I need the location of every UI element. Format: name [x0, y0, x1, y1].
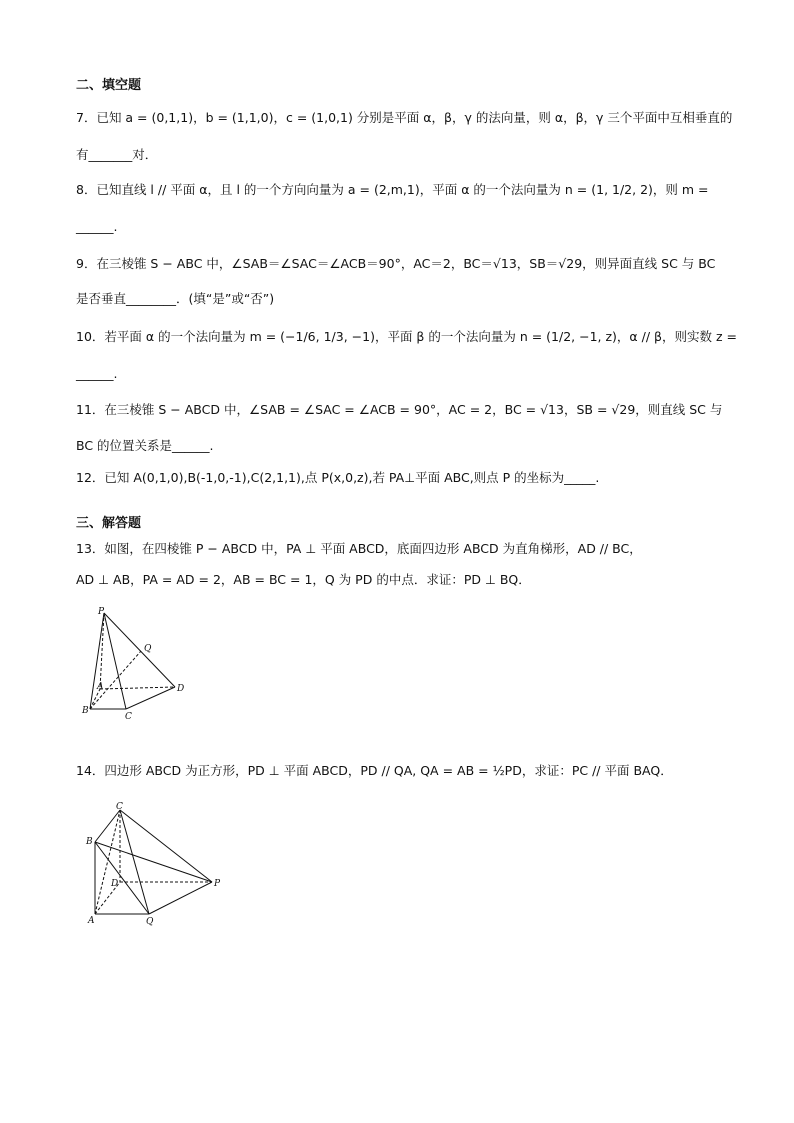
- edge-PD: [104, 613, 175, 687]
- edge-QP: [149, 882, 212, 914]
- label-D: D: [177, 684, 185, 694]
- label-Q: Q: [146, 917, 154, 927]
- question-13-line-1: 13．如图，在四棱锥 P − ABCD 中，PA ⊥ 平面 ABCD，底面四边形 ABCD 为直角梯形，AD // BC，: [76, 541, 642, 556]
- question-7-line-2: 有_______对．: [76, 147, 158, 162]
- label-P: P: [98, 607, 105, 617]
- question-9-line-2: 是否垂直________．(填“是”或“否”): [76, 291, 275, 306]
- question-10-line-2: ______.: [76, 366, 118, 381]
- question-8-line-1: 8．已知直线 l // 平面 α，且 l 的一个方向向量为 a = (2,m,1)，平面 α 的一个法向量为 n = (1, 1/2, 2)，则 m =: [76, 182, 709, 197]
- question-11-line-2: BC 的位置关系是______.: [76, 438, 214, 453]
- label-A: A: [97, 682, 104, 692]
- edge-BQ: [95, 842, 149, 914]
- label-D: D: [111, 879, 119, 889]
- question-13-line-2: AD ⊥ AB，PA = AD = 2，AB = BC = 1，Q 为 PD 的中点．求证：PD ⊥ BQ．: [76, 572, 531, 587]
- label-Q: Q: [144, 644, 152, 654]
- question-7-line-1: 7．已知 a = (0,1,1)，b = (1,1,0)，c = (1,0,1) 分别是平面 α，β，γ 的法向量，则 α，β，γ 三个平面中互相垂直的: [76, 110, 733, 125]
- edge-BP: [95, 842, 212, 882]
- edge-CQ: [120, 810, 149, 914]
- question-12: 12．已知 A(0,1,0),B(-1,0,-1),C(2,1,1),点 P(x,0,z),若 PA⊥平面 ABC,则点 P 的坐标为_____.: [76, 470, 600, 485]
- label-A: A: [88, 916, 95, 926]
- question-10-line-1: 10．若平面 α 的一个法向量为 m = (−1/6, 1/3, −1)，平面 β 的一个法向量为 n = (1/2, −1, z)，α // β，则实数 z =: [76, 329, 738, 344]
- pyramid-figure-q13: [78, 605, 198, 720]
- edge-AD: [100, 687, 175, 689]
- label-C: C: [125, 712, 132, 720]
- question-14: 14．四边形 ABCD 为正方形，PD ⊥ 平面 ABCD，PD // QA, QA = AB = ½PD，求证：PC // 平面 BAQ．: [76, 763, 673, 778]
- solid-figure-q14: [82, 800, 227, 930]
- edge-CP: [120, 810, 212, 882]
- label-B: B: [86, 837, 93, 847]
- label-B: B: [82, 706, 89, 716]
- question-9-line-1: 9．在三棱锥 S − ABC 中，∠SAB＝∠SAC＝∠ACB＝90°，AC＝2，BC＝√13，SB＝√29，则异面直线 SC 与 BC: [76, 256, 716, 271]
- section-heading-fill-in: 二、填空题: [76, 78, 142, 93]
- section-heading-solve: 三、解答题: [76, 516, 142, 531]
- label-C: C: [116, 802, 123, 812]
- question-11-line-1: 11．在三棱锥 S − ABCD 中，∠SAB = ∠SAC = ∠ACB = 90°，AC = 2，BC = √13，SB = √29，则直线 SC 与: [76, 402, 723, 417]
- edge-PC: [104, 613, 126, 709]
- edge-CD: [126, 687, 175, 709]
- label-P: P: [214, 879, 221, 889]
- question-8-line-2: ______.: [76, 219, 118, 234]
